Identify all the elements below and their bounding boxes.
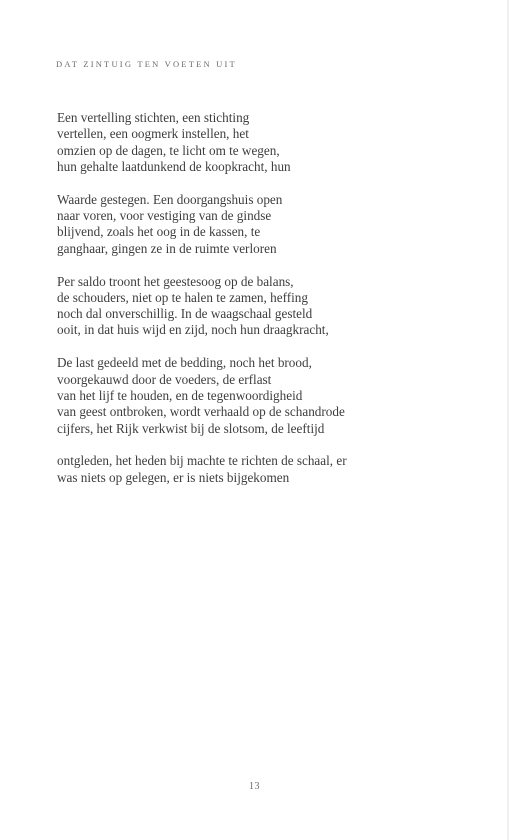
stanza-2 <box>57 192 477 257</box>
poem-line: Waarde gestegen. Een doorgangshuis open <box>57 191 283 207</box>
poem-line: naar voren, voor vestiging van de gindse <box>57 208 272 224</box>
page-number: 13 <box>249 781 260 792</box>
poem-line: De last gedeeld met de bedding, noch het brood, <box>57 355 312 371</box>
poem-line: ooit, in dat huis wijd en zijd, noch hun draagkracht, <box>57 322 329 338</box>
poem-line: hun gehalte laatdunkend de koopkracht, hun <box>57 158 291 174</box>
poem-line: voorgekauwd door de voeders, de erflast <box>57 371 272 387</box>
running-head: DAT ZINTUIG TEN VOETEN UIT <box>56 59 237 69</box>
poem-line: omzien op de dagen, te licht om te wegen, <box>57 142 280 158</box>
poem-line: ontgleden, het heden bij machte te richten de schaal, er <box>57 453 347 469</box>
poem-line: Per saldo troont het geestesoog op de balans, <box>57 273 294 289</box>
poem-line: van het lijf te houden, en de tegenwoordigheid <box>57 387 303 403</box>
poem-line: Een vertelling stichten, een stichting <box>57 110 250 125</box>
poem-line: vertellen, een oogmerk instellen, het <box>57 126 249 142</box>
stanza-4 <box>57 355 477 436</box>
poem-line: cijfers, het Rijk verkwist bij de slotsom, de leeftijd <box>57 420 325 436</box>
poem-line: ganghaar, gingen ze in de ruimte verloren <box>57 240 277 256</box>
stanza-5 <box>57 453 477 486</box>
poem-line: van geest ontbroken, wordt verhaald op de schandrode <box>57 404 345 420</box>
poem-line: noch dal onverschillig. In de waagschaal gesteld <box>57 306 313 322</box>
poem-line: de schouders, niet op te halen te zamen, heffing <box>57 289 308 305</box>
stanza-1 <box>57 110 477 175</box>
poem <box>57 110 477 503</box>
stanza-3 <box>57 274 477 339</box>
poem-line: was niets op gelegen, er is niets bijgekomen <box>57 469 290 485</box>
poem-line: blijvend, zoals het oog in de kassen, te <box>57 224 261 240</box>
